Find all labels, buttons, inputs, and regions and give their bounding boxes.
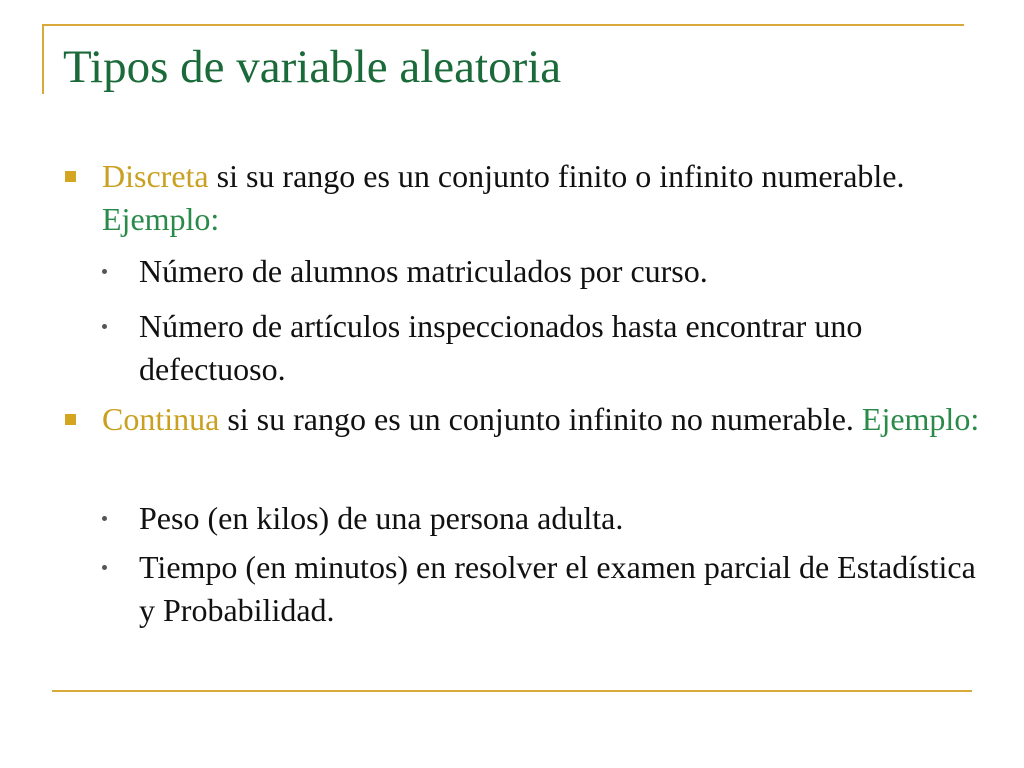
sub-bullet-text: Número de artículos inspeccionados hasta encontrar uno defectuoso. — [139, 308, 863, 387]
dot-bullet-icon — [102, 565, 107, 570]
sub-bullet — [139, 546, 979, 632]
square-bullet-icon — [65, 171, 76, 182]
bullet-continua — [102, 398, 982, 441]
sub-bullet — [139, 497, 979, 540]
square-bullet-icon — [65, 414, 76, 425]
keyword-continua: Continua — [102, 401, 220, 437]
dot-bullet-icon — [102, 324, 107, 329]
definition-discreta: si su rango es un conjunto finito o infinito numerable. — [208, 158, 905, 194]
dot-bullet-icon — [102, 516, 107, 521]
sub-bullet-text: Tiempo (en minutos) en resolver el examen parcial de Estadística y Probabilidad. — [139, 549, 976, 628]
definition-continua: si su rango es un conjunto infinito no numerable. — [219, 401, 862, 437]
dot-bullet-icon — [102, 269, 107, 274]
sub-bullet-text: Número de alumnos matriculados por curso. — [139, 253, 708, 289]
keyword-discreta: Discreta — [102, 158, 209, 194]
sub-bullet — [139, 250, 979, 293]
example-label: Ejemplo: — [861, 401, 980, 437]
example-label: Ejemplo: — [102, 201, 220, 237]
sub-bullet-text: Peso (en kilos) de una persona adulta. — [139, 500, 624, 536]
bullet-discreta — [102, 155, 982, 241]
sub-bullet — [139, 305, 979, 391]
slide-title: Tipos de variable aleatoria — [63, 41, 562, 93]
